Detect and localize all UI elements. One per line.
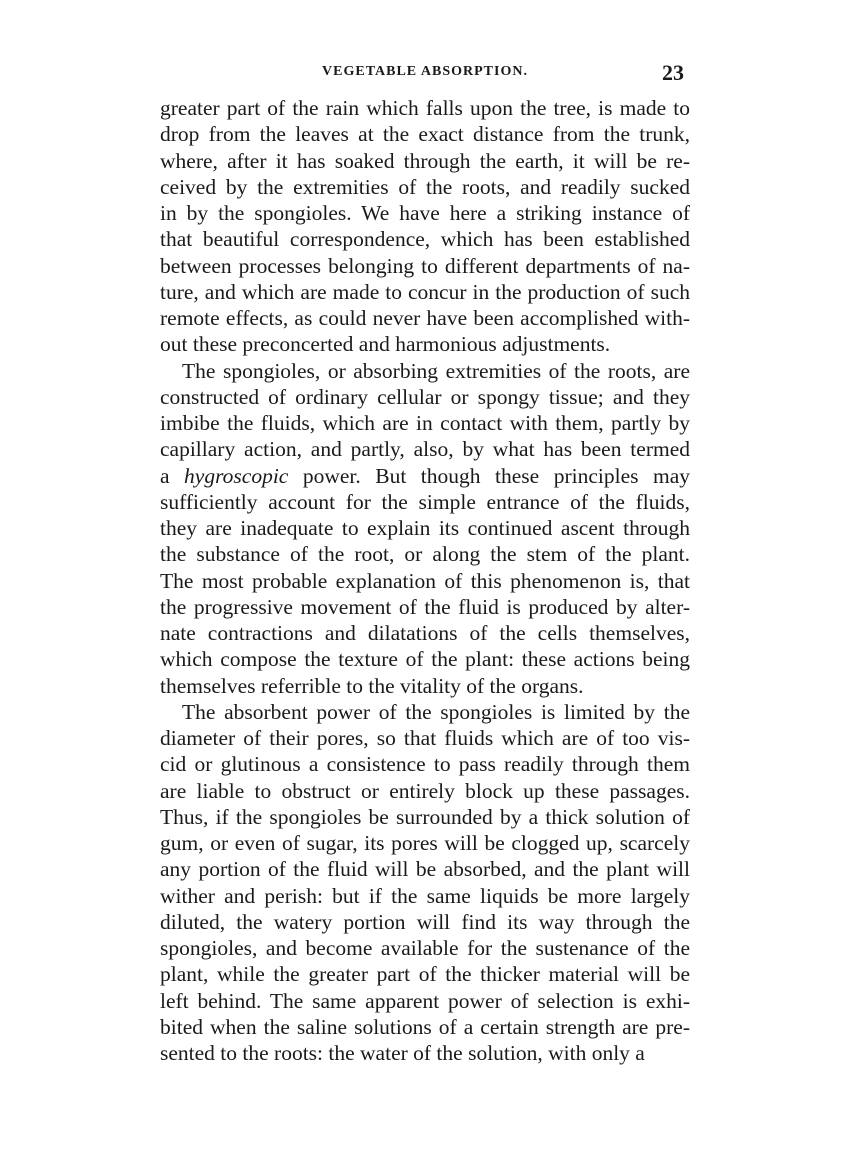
text-line: any portion of the fluid will be absorbed, and the plant will bbox=[160, 857, 690, 882]
text-line: imbibe the fluids, which are in contact with them, partly by bbox=[160, 411, 690, 435]
text-line: they are inadequate to explain its continued ascent through bbox=[160, 516, 690, 540]
text-line: nate contractions and dilatations of the cells themselves, bbox=[160, 621, 690, 645]
text-line: Thus, if the spongioles be surrounded by a thick solution of bbox=[160, 804, 690, 829]
text-line: The most probable explanation of this phenomenon is, that bbox=[160, 568, 690, 593]
text-line: sufficiently account for the simple entrance of the fluids, bbox=[160, 489, 690, 514]
text-line: which compose the texture of the plant: these actions being bbox=[160, 647, 690, 672]
running-title: VEGETABLE ABSORPTION. bbox=[322, 64, 528, 79]
text-line: sented to the roots: the water of the solution, with only a bbox=[160, 1041, 645, 1065]
text-line: cid or glutinous a consistence to pass readily through them bbox=[160, 752, 690, 777]
text-line: bited when the saline solutions of a certain strength are pre- bbox=[160, 1014, 690, 1039]
text-line: the progressive movement of the fluid is produced by alter- bbox=[160, 594, 690, 619]
text-line: themselves referrible to the vitality of the organs. bbox=[160, 673, 584, 698]
text-line: The absorbent power of the spongioles is limited by the bbox=[182, 699, 690, 724]
text-line: capillary action, and partly, also, by what has been termed bbox=[160, 437, 690, 462]
text-line: between processes belonging to different departments of na- bbox=[160, 253, 690, 278]
text-run: power. But though these principles may bbox=[288, 463, 690, 488]
page-number: 23 bbox=[662, 60, 684, 85]
text-line: that beautiful correspondence, which has been established bbox=[160, 227, 690, 252]
text-line: plant, while the greater part of the thicker material will be bbox=[160, 962, 690, 987]
text-line: where, after it has soaked through the earth, it will be re- bbox=[160, 148, 690, 173]
text-line: gum, or even of sugar, its pores will be clogged up, scarcely bbox=[160, 831, 690, 855]
text-line: diluted, the watery portion will find its way through the bbox=[160, 909, 690, 934]
text-line: constructed of ordinary cellular or spongy tissue; and they bbox=[160, 384, 690, 409]
text-line: the substance of the root, or along the stem of the plant. bbox=[160, 542, 690, 567]
text-line: left behind. The same apparent power of selection is exhi- bbox=[160, 988, 690, 1013]
text-run: a bbox=[160, 463, 185, 488]
text-line: The spongioles, or absorbing extremities of the roots, are bbox=[182, 358, 690, 383]
text-line: drop from the leaves at the exact distance from the trunk, bbox=[160, 122, 690, 147]
text-line bbox=[160, 463, 690, 490]
text-line: in by the spongioles. We have here a striking instance of bbox=[160, 201, 690, 225]
text-line: are liable to obstruct or entirely block up these passages. bbox=[160, 778, 690, 803]
text-line: ceived by the extremities of the roots, and readily sucked bbox=[160, 174, 690, 199]
text-line: out these preconcerted and harmonious adjustments. bbox=[160, 332, 611, 357]
text-line: ture, and which are made to concur in the production of such bbox=[160, 279, 690, 304]
text-line: wither and perish: but if the same liquids be more largely bbox=[160, 883, 690, 908]
text-line: spongioles, and become available for the sustenance of the bbox=[160, 936, 690, 960]
text-line: remote effects, as could never have been accomplished with- bbox=[160, 306, 690, 330]
italic-term: hygroscopic bbox=[184, 463, 289, 488]
running-head bbox=[160, 60, 690, 86]
text-line: greater part of the rain which falls upon the tree, is made to bbox=[160, 96, 690, 120]
text-line: diameter of their pores, so that fluids which are of too vis- bbox=[160, 726, 690, 750]
